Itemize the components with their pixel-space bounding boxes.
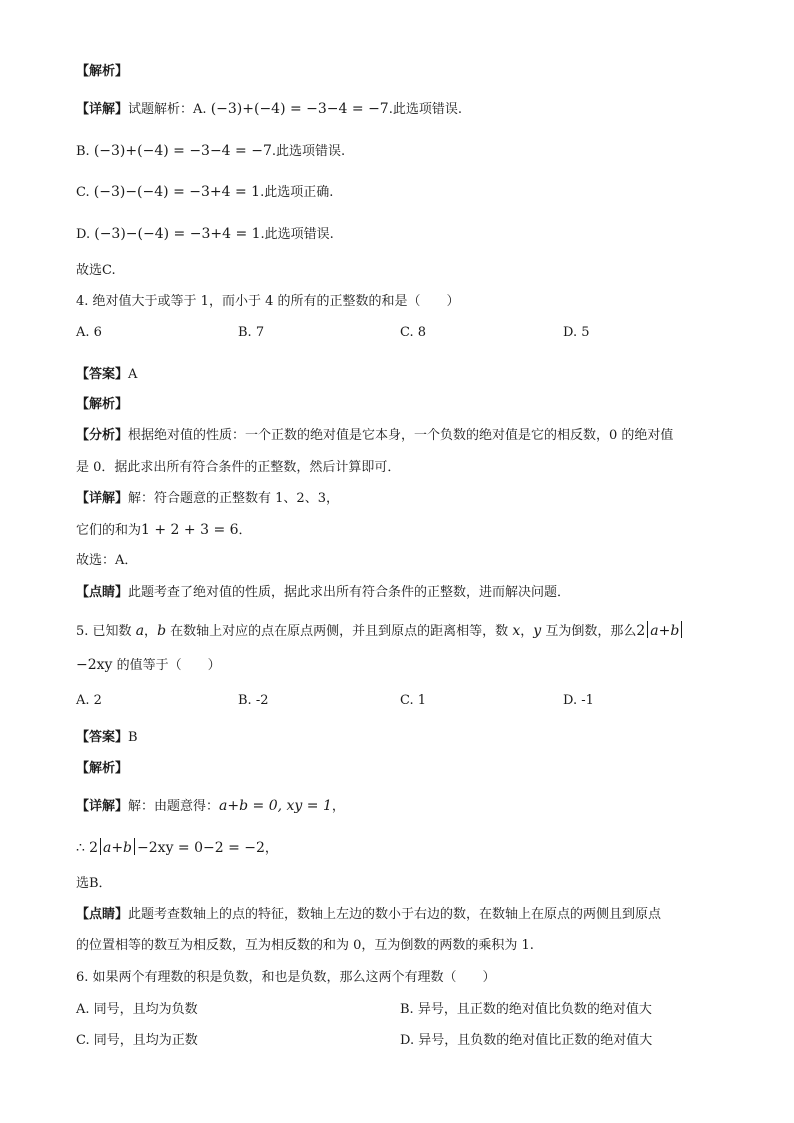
- q5-note-line-2: 的位置相等的数互为相反数，互为相反数的和为 0，互为倒数的两数的乘积为 1.: [76, 938, 534, 953]
- q5-calc-abs: a+b: [102, 840, 133, 856]
- q5-jiexi-heading: 【解析】: [76, 761, 129, 776]
- q4-conclusion: 故选：A．: [76, 553, 138, 568]
- q5-stem-part-2: 在数轴上对应的点在原点两侧，并且到原点的距离相等，数: [170, 624, 509, 639]
- q5-sep-2: ，: [520, 624, 534, 639]
- q3-option-b-math: (−3)+(−4) = −3−4 = −7: [93, 143, 272, 159]
- q4-jiexi-heading: 【解析】: [76, 397, 129, 412]
- q5-stem-part-3: 互为倒数，那么: [545, 624, 637, 639]
- q4-answer-line: [76, 367, 137, 383]
- q4-answer: A: [128, 367, 138, 382]
- q4-answer-tag: 【答案】: [76, 367, 129, 382]
- q3-option-a-tail: .此选项错误.: [388, 102, 462, 117]
- q5-expr-coef: 2: [636, 623, 646, 639]
- q5-calc-rest: −2xy = 0−2 = −2: [137, 840, 265, 856]
- q6-stem: 6. 如果两个有理数的积是负数，和也是负数，那么这两个有理数（ ）: [76, 970, 496, 985]
- q5-note-line-1: [76, 907, 661, 923]
- q5-detail-math: a+b = 0, xy = 1: [219, 798, 332, 814]
- q3-option-c-math: (−3)−(−4) = −3+4 = 1: [93, 184, 261, 200]
- q3-option-c-tail: .此选项正确.: [260, 185, 334, 200]
- q5-calc-line: [76, 838, 278, 857]
- q4-sum-tail: ．: [238, 523, 252, 538]
- q4-option-c: C. 8: [400, 325, 427, 340]
- q6-option-c: C. 同号，且均为正数: [76, 1033, 198, 1048]
- q4-note-line: [76, 585, 570, 601]
- q5-stem-line-2: [76, 657, 221, 674]
- q3-option-d-math: (−3)−(−4) = −3+4 = 1: [94, 226, 261, 242]
- q4-note-tag: 【点睛】: [76, 585, 129, 600]
- q6-option-d: D. 异号，且负数的绝对值比正数的绝对值大: [400, 1033, 653, 1048]
- q3-option-c-line: [76, 184, 333, 201]
- q4-note-text: 此题考查了绝对值的性质，据此求出所有符合条件的正整数，进而解决问题．: [128, 585, 571, 600]
- q5-calc-coef: 2: [89, 840, 98, 856]
- q5-option-b: B. -2: [238, 693, 269, 708]
- q5-option-d: D. -1: [563, 693, 594, 708]
- q5-answer: B: [128, 730, 138, 745]
- q6-option-a: A. 同号，且均为负数: [76, 1002, 198, 1017]
- q5-var-b: b: [157, 623, 167, 639]
- q5-stem-tail: 的值等于（ ）: [112, 658, 221, 673]
- q5-detail-line: [76, 798, 345, 815]
- q4-analysis-tag: 【分析】: [76, 428, 129, 443]
- q3-option-b-tail: .此选项错误.: [271, 144, 346, 159]
- q5-detail-pre: 解：由题意得：: [128, 799, 220, 814]
- q5-detail-tag: 【详解】: [76, 799, 129, 814]
- therefore-symbol: ∴: [76, 840, 85, 856]
- q4-analysis-line-1: [76, 428, 673, 444]
- q4-option-a: A. 6: [76, 325, 102, 340]
- q5-option-c: C. 1: [400, 693, 427, 708]
- q5-conclusion: 选B．: [76, 876, 112, 891]
- q5-stem-math: −2xy: [76, 657, 113, 673]
- abs-left-bar: [100, 838, 101, 855]
- q4-option-d: D. 5: [563, 325, 590, 340]
- abs-right-bar: [681, 621, 682, 638]
- q5-var-a: a: [135, 623, 145, 639]
- q3-detail-tag: 【详解】: [76, 102, 129, 117]
- q5-stem-part-1: 5. 已知数: [76, 624, 132, 639]
- q3-option-d-line: [76, 226, 334, 243]
- q5-calc-tail: ，: [264, 841, 278, 856]
- abs-left-bar: [647, 621, 648, 638]
- abs-right-bar: [134, 838, 135, 855]
- q5-detail-tail: ，: [331, 799, 345, 814]
- q5-option-a: A. 2: [76, 693, 102, 708]
- q3-option-b-label: B.: [76, 144, 90, 159]
- q4-analysis-text-1: 根据绝对值的性质：一个正数的绝对值是它本身，一个负数的绝对值是它的相反数，0 的绝对值: [128, 428, 674, 443]
- q5-expr-abs: a+b: [650, 623, 680, 639]
- q3-jiexi-heading: 【解析】: [76, 64, 129, 79]
- q5-answer-line: [76, 730, 138, 746]
- q5-var-y: y: [533, 623, 542, 639]
- q3-option-d-tail: .此选项错误.: [260, 227, 334, 242]
- q6-option-b: B. 异号，且正数的绝对值比负数的绝对值大: [400, 1002, 652, 1017]
- q4-detail-line: [76, 491, 339, 507]
- q3-option-b-line: [76, 143, 345, 160]
- q5-answer-tag: 【答案】: [76, 730, 129, 745]
- q3-detail-pre: 试题解析：A.: [128, 102, 207, 117]
- q5-var-x: x: [512, 623, 521, 639]
- q4-analysis-line-2: 是 0．据此求出所有符合条件的正整数，然后计算即可．: [76, 460, 401, 475]
- q5-note-text-1: 此题考查数轴上的点的特征，数轴上左边的数小于右边的数，在数轴上在原点的两侧且到原点: [128, 907, 662, 922]
- q5-note-tag: 【点睛】: [76, 907, 129, 922]
- q4-detail-text: 解：符合题意的正整数有 1、2、3，: [128, 491, 339, 506]
- q3-conclusion: 故选C.: [76, 263, 116, 278]
- q4-sum-line: [76, 522, 252, 539]
- q4-sum-math: 1 + 2 + 3 = 6: [141, 522, 239, 538]
- q4-detail-tag: 【详解】: [76, 491, 129, 506]
- q4-option-b: B. 7: [238, 325, 265, 340]
- q4-stem: 4. 绝对值大于或等于 1，而小于 4 的所有的正整数的和是（ ）: [76, 294, 460, 309]
- q4-sum-pre: 它们的和为: [76, 523, 142, 538]
- q3-detail-line: [76, 101, 462, 118]
- q3-option-c-label: C.: [76, 185, 90, 200]
- q5-sep-1: ，: [144, 624, 158, 639]
- q5-stem-line-1: [76, 621, 684, 640]
- q3-option-a-math: (−3)+(−4) = −3−4 = −7: [210, 101, 389, 117]
- q3-option-d-label: D.: [76, 227, 91, 242]
